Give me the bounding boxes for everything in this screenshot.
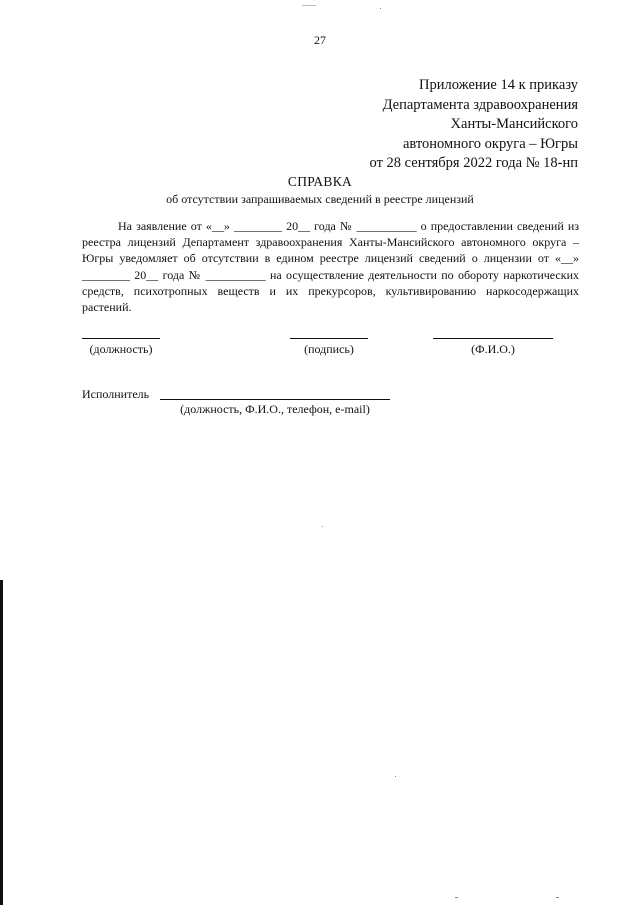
scan-speck (302, 5, 316, 6)
scan-speck (380, 8, 381, 9)
scan-speck (322, 526, 323, 527)
notice-body: На заявление от «__» ________ 20__ года № __________ о предоставлении сведений из реестра лицензий Департамент здравоохранения Ханты-Мансийского автономного округа – Югры уведомляет об отсутствии в едином реестре лицензий сведений о лицензии от «__» ________ 20__ года № __________ на осуществление деятельности по обороту наркотических средств, психотропных веществ и их прекурсоров, культивированию наркосодержащих растений. (82, 219, 579, 315)
document-title: СПРАВКА (287, 174, 353, 189)
appendix-line-1: Приложение 14 к приказу (419, 77, 578, 93)
scan-speck (455, 897, 458, 898)
document-subtitle: об отсутствии запрашиваемых сведений в реестре лицензий (166, 192, 474, 206)
scan-speck (395, 776, 396, 777)
performer-line (160, 399, 390, 400)
performer-label: Исполнитель (82, 387, 150, 401)
signature-line (290, 338, 368, 339)
position-label: (должность) (89, 342, 153, 356)
scan-margin-bar (0, 580, 3, 905)
performer-caption: (должность, Ф.И.О., телефон, e-mail) (180, 402, 370, 416)
scan-speck (556, 897, 559, 898)
appendix-header (248, 76, 578, 174)
signature-label: (подпись) (304, 342, 354, 356)
appendix-line-5: от 28 сентября 2022 года № 18-нп (369, 155, 578, 171)
appendix-line-4: автономного округа – Югры (402, 135, 578, 152)
position-signature-line (82, 338, 160, 339)
appendix-line-2: Департамента здравоохранения (382, 96, 578, 113)
name-signature-line (433, 338, 553, 339)
page-number: 27 (314, 33, 326, 47)
appendix-line-3: Ханты-Мансийского (450, 116, 578, 132)
name-label: (Ф.И.О.) (471, 342, 515, 356)
